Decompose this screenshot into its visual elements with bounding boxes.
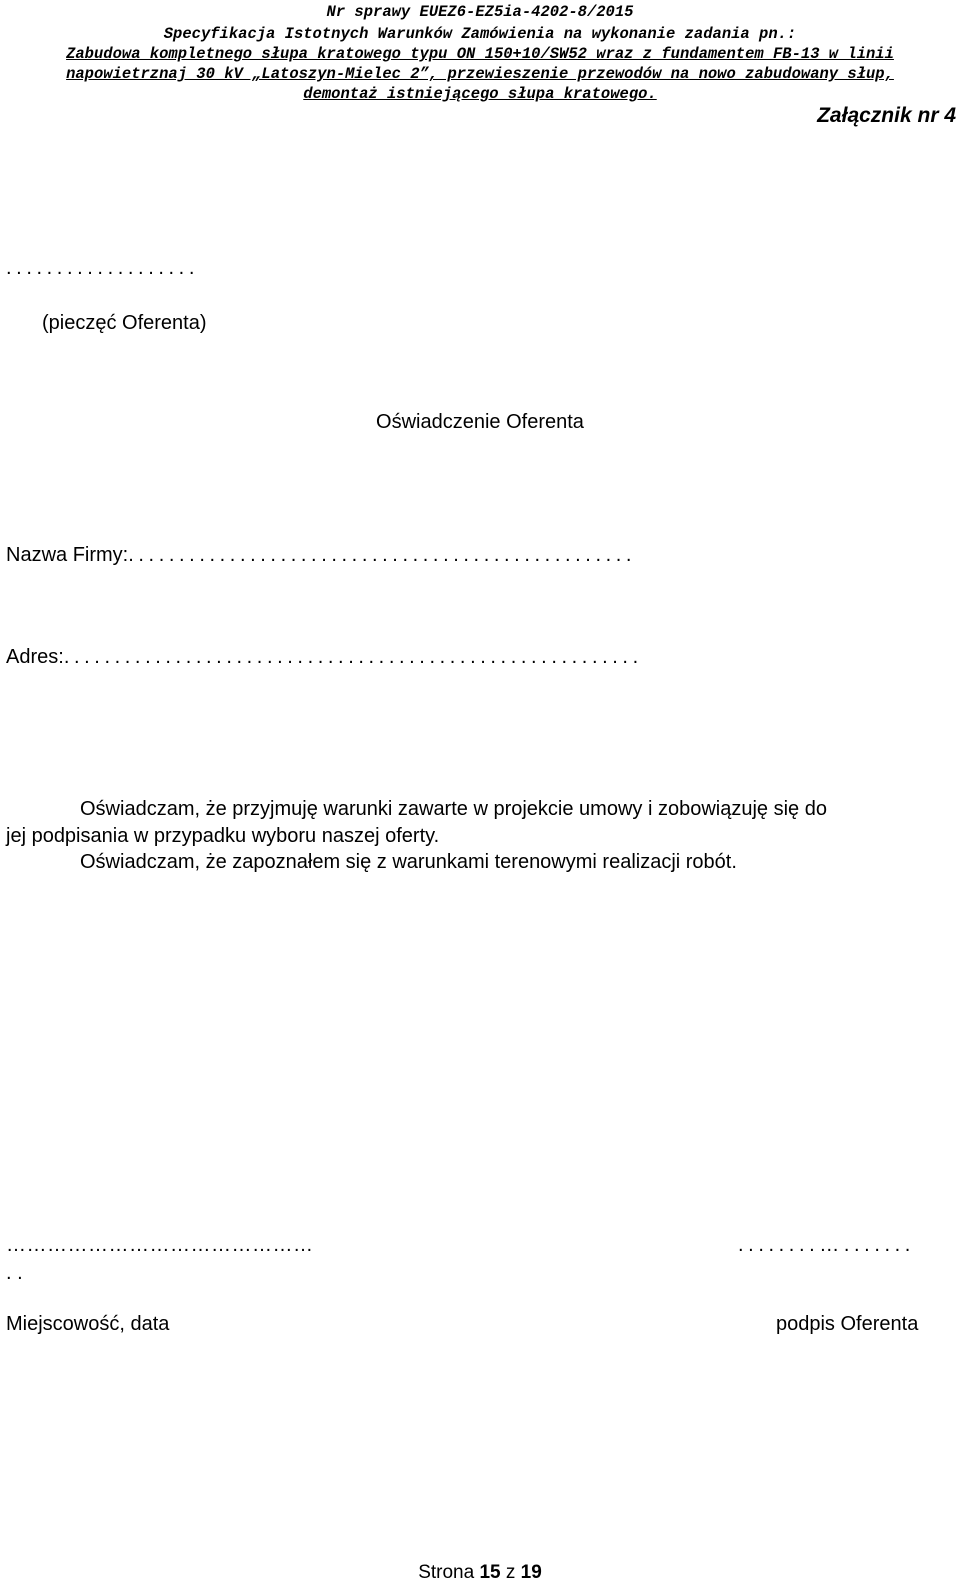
address-dots: ......................................................... (63, 646, 643, 668)
task-description-line-3: demontaż istniejącego słupa kratowego. (303, 85, 657, 103)
statement-line-3: Oświadczam, że zapoznałem się z warunkami terenowymi realizacji robót. (80, 851, 737, 873)
task-description-line-1: Zabudowa kompletnego słupa kratowego typu ON 150+10/SW52 wraz z fundamentem FB-13 w linii (66, 45, 894, 63)
signature-label: podpis Oferenta (776, 1313, 919, 1335)
page-prefix: Strona (418, 1562, 475, 1583)
attachment-label: Załącznik nr 4 (817, 104, 956, 127)
stamp-label: (pieczęć Oferenta) (42, 312, 207, 334)
company-name-dots: .................................................. (128, 544, 637, 566)
document-title: Oświadczenie Oferenta (376, 411, 584, 433)
place-date-label: Miejscowość, data (6, 1313, 170, 1335)
company-name-label: Nazwa Firmy: (6, 544, 129, 566)
signature-dots: ........…....... (738, 1234, 915, 1256)
task-description-line-2: napowietrznaj 30 kV „Latoszyn-Mielec 2”, przewieszenie przewodów na nowo zabudowany słup, (66, 65, 894, 83)
statement-line-2: jej podpisania w przypadku wyboru naszej oferty. (6, 825, 440, 847)
address-label: Adres: (6, 646, 64, 668)
statement-line-1: Oświadczam, że przyjmuję warunki zawarte w projekcie umowy i zobowiązuję się do (80, 798, 827, 820)
page-number: 15 (479, 1562, 501, 1583)
place-date-dots-continued: . . (6, 1262, 23, 1284)
page-of: z (505, 1562, 516, 1583)
case-number: Nr sprawy EUEZ6-EZ5ia-4202-8/2015 (326, 3, 634, 21)
stamp-dots: ................... (6, 257, 199, 279)
place-date-dots: ……………………………………… (6, 1234, 314, 1256)
page-total: 19 (520, 1562, 542, 1583)
address-field (6, 645, 643, 669)
page-footer (0, 1562, 960, 1584)
specification-title: Specyfikacja Istotnych Warunków Zamówienia na wykonanie zadania pn.: (163, 25, 797, 43)
company-name-field (6, 543, 636, 567)
